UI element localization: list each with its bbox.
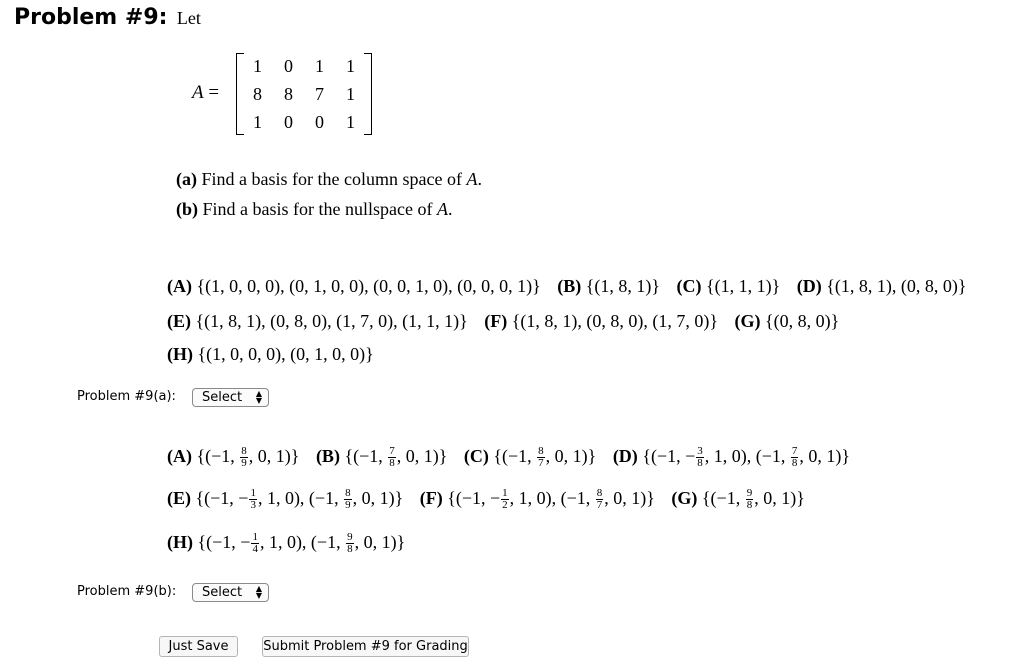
question-a-var: A [466,169,478,189]
fraction [251,532,259,555]
option-pre: {(−1, [196,446,240,466]
answer-b-label: Problem #9(b): [77,584,177,599]
option-post: , 0, 1)} [604,488,655,508]
answer-b-select[interactable] [192,583,269,602]
option-text: {(1, 1, 1)} [706,276,781,296]
denominator: 8 [389,457,395,470]
options-b-line-3 [167,532,417,555]
matrix-cell: 1 [346,56,355,76]
option-letter: (H) [167,532,193,552]
option-letter: (D) [796,276,822,296]
matrix-a [236,53,372,135]
option-a-G [734,311,839,331]
denominator: 7 [538,457,544,470]
numerator: 8 [241,445,247,458]
options-a-line-2 [167,311,851,332]
option-text: {(1, 8, 1)} [585,276,661,296]
matrix-cell: 8 [253,84,262,104]
option-text: {(1, 8, 1), (0, 8, 0)} [826,276,967,296]
matrix-cell: 1 [346,84,355,104]
answer-b-select-value: Select [202,585,243,600]
option-pre: {(−1, [701,488,745,508]
problem-number: Problem #9: [14,5,168,30]
question-b-end: . [447,199,453,219]
denominator: 4 [252,543,258,556]
option-letter: (C) [676,276,702,296]
fraction [537,446,545,469]
options-a-line-3 [167,344,386,365]
option-b-E [167,487,404,512]
option-b-A [167,445,300,470]
numerator: 8 [538,445,544,458]
option-letter: (F) [484,311,508,331]
fraction [501,488,509,511]
matrix-equals: = [208,82,220,103]
option-pre: {(−1, − [197,532,251,552]
denominator: 9 [241,457,247,470]
option-post: , 0, 1)} [396,446,448,466]
option-post: , 0, 1)} [754,488,805,508]
question-b-var: A [436,199,448,219]
option-letter: (B) [557,276,582,296]
denominator: 7 [596,499,603,512]
matrix-cell: 8 [284,84,293,104]
option-post: , 0, 1)} [799,446,851,466]
numerator: 1 [502,487,508,500]
numerator: 8 [345,487,351,500]
option-mid: , 1, 0), (−1, [704,446,790,466]
fraction [249,488,257,511]
matrix-cell: 1 [346,112,355,132]
matrix-cell: 7 [315,84,324,104]
option-pre: {(−1, − [447,488,501,508]
option-post: , 0, 1)} [248,446,300,466]
option-pre: {(−1, − [195,488,249,508]
option-a-F [484,311,718,331]
option-letter: (B) [315,446,340,466]
option-letter: (G) [671,488,698,508]
option-letter: (D) [612,446,638,466]
numerator: 9 [746,487,753,500]
option-letter: (A) [167,446,192,466]
matrix-cell: 1 [253,56,262,76]
option-b-B [315,445,448,470]
answer-a-select-value: Select [202,390,243,405]
matrix-cell: 1 [253,112,262,132]
option-b-C [463,445,597,470]
question-b-text: Find a basis for the nullspace of [202,199,437,219]
option-b-F [419,487,655,512]
fraction [240,446,248,469]
option-a-A [167,276,541,296]
option-b-G [671,487,805,512]
option-letter: (A) [167,276,192,296]
question-b-label: (b) [176,199,198,219]
question-a-label: (a) [176,169,197,189]
option-a-B [557,276,660,296]
denominator: 3 [250,499,256,512]
matrix-cell: 0 [315,112,324,132]
option-b-D [612,445,851,470]
numerator: 7 [791,445,798,458]
question-a-end: . [477,169,482,189]
option-text: {(1, 8, 1), (0, 8, 0), (1, 7, 0)} [511,311,718,331]
submit-problem-button[interactable]: Submit Problem #9 for Grading [262,636,469,657]
question-a [176,169,482,190]
matrix-name: A [192,82,204,103]
numerator: 1 [250,487,256,500]
fraction [746,488,754,511]
matrix-cell: 0 [284,56,293,76]
numerator: 9 [347,531,353,544]
option-pre: {(−1, [493,446,537,466]
answer-a-label: Problem #9(a): [77,389,176,404]
options-a-line-1 [167,276,967,297]
option-mid: , 1, 0), (−1, [259,532,346,552]
option-mid: , 1, 0), (−1, [509,488,595,508]
option-letter: (G) [734,311,761,331]
option-post: , 0, 1)} [354,532,406,552]
fraction [388,446,396,469]
option-text: {(1, 0, 0, 0), (0, 1, 0, 0)} [197,344,374,364]
fraction [344,488,352,511]
option-text: {(0, 8, 0)} [764,311,840,331]
denominator: 2 [502,499,508,512]
just-save-button[interactable]: Just Save [159,636,238,657]
matrix-row [242,53,366,80]
fraction [346,532,354,555]
option-letter: (C) [463,446,489,466]
option-a-H [167,344,374,364]
numerator: 1 [252,531,258,544]
option-letter: (F) [419,488,443,508]
matrix-cell: 1 [315,56,324,76]
option-letter: (E) [167,488,191,508]
option-mid: , 1, 0), (−1, [257,488,344,508]
fraction [696,446,704,469]
denominator: 8 [746,499,753,512]
question-a-text: Find a basis for the column space of [201,169,467,189]
option-letter: (E) [167,311,191,331]
matrix-row [242,81,366,108]
select-arrows-icon: ▲ ▼ [255,584,262,600]
matrix-row [242,109,366,136]
numerator: 3 [697,445,703,458]
denominator: 8 [697,457,703,470]
matrix-label [192,82,219,104]
numerator: 7 [389,445,395,458]
option-a-E [167,311,468,331]
problem-title [14,4,201,30]
option-text: {(1, 8, 1), (0, 8, 0), (1, 7, 0), (1, 1, 1)} [195,311,468,331]
option-text: {(1, 0, 0, 0), (0, 1, 0, 0), (0, 0, 1, 0), (0, 0, 0, 1)} [196,276,541,296]
question-b [176,199,452,220]
option-pre: {(−1, [344,446,388,466]
fraction [791,446,799,469]
option-post: , 0, 1)} [352,488,404,508]
option-post: , 0, 1)} [545,446,597,466]
matrix-cell: 0 [284,112,293,132]
option-b-H [167,531,406,556]
option-letter: (H) [167,344,193,364]
option-a-C [677,276,781,296]
denominator: 8 [347,543,353,556]
options-b-line-1 [167,446,850,469]
fraction [596,488,604,511]
answer-a-select[interactable] [192,388,269,407]
select-arrows-icon: ▲ ▼ [255,389,262,405]
denominator: 8 [791,457,798,470]
option-pre: {(−1, − [642,446,696,466]
option-a-D [797,276,967,296]
options-b-line-2 [167,488,817,511]
numerator: 8 [596,487,603,500]
problem-intro: Let [176,8,201,28]
denominator: 9 [345,499,351,512]
